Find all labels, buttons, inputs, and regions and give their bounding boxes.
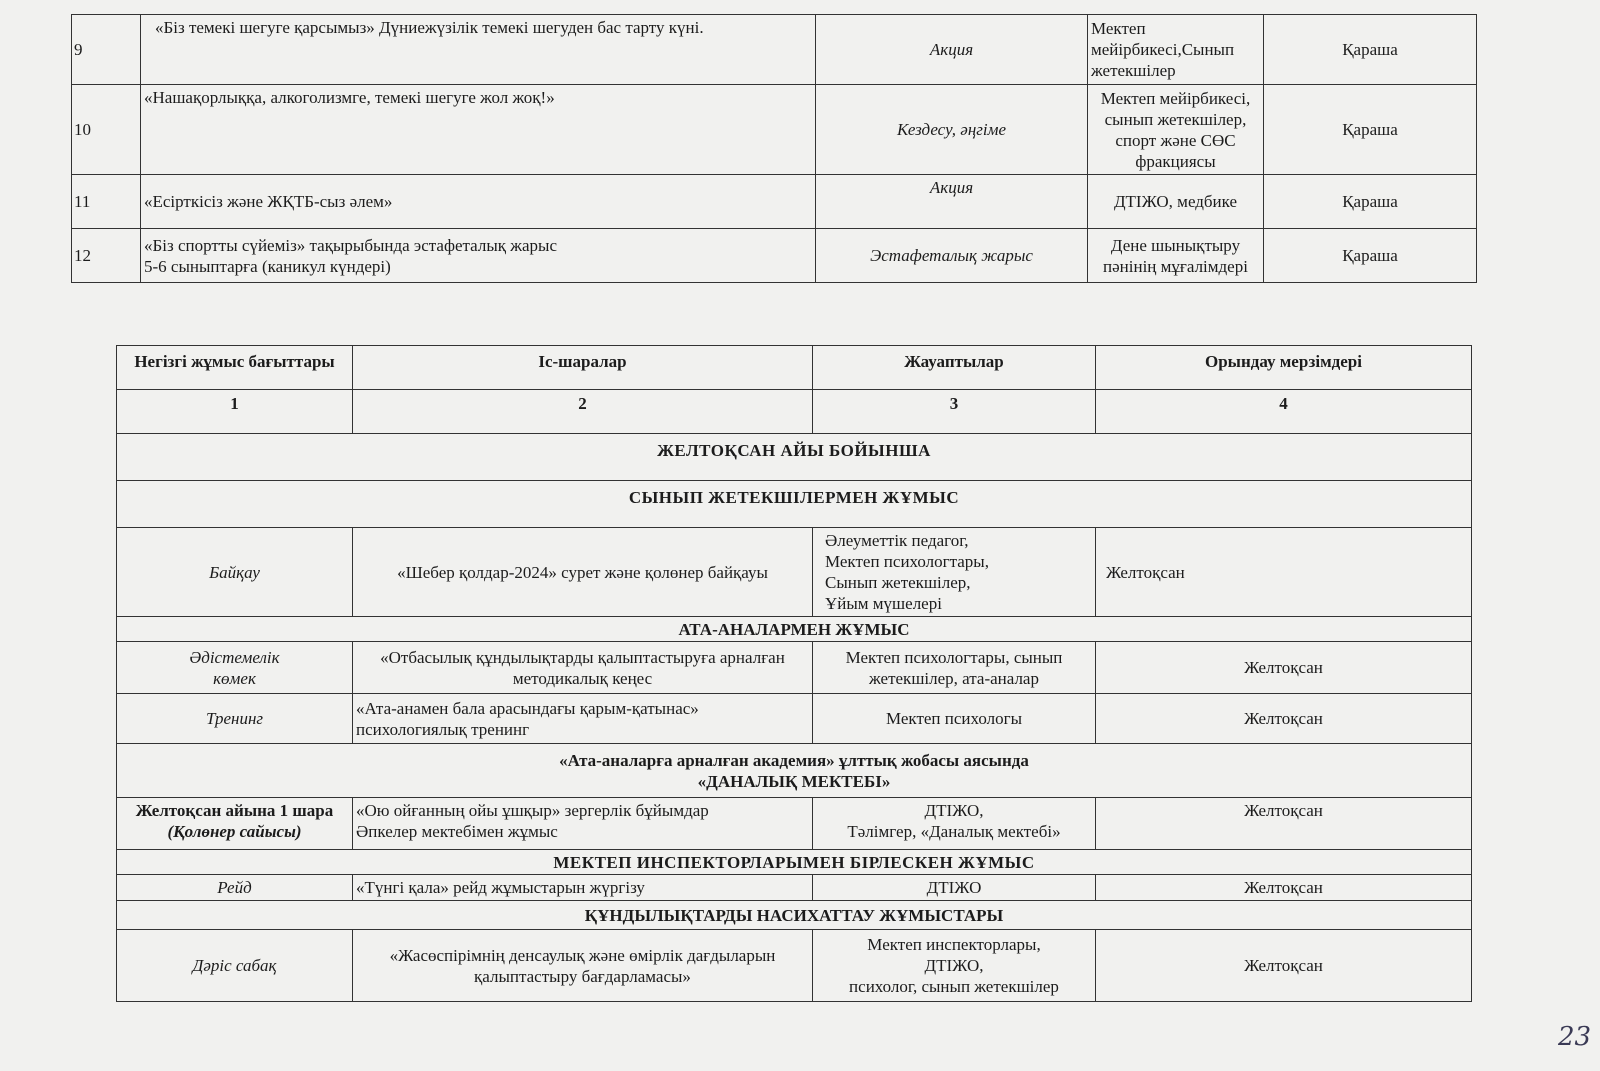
responsible-line: ДТІЖО,: [924, 801, 984, 820]
activity-cell: «Отбасылық құндылықтарды қалыптастыруға арналған методикалық кеңес: [353, 642, 813, 694]
form-cell: Акция: [816, 15, 1088, 85]
deadline-cell: Желтоқсан: [1096, 694, 1472, 744]
deadline-cell: Қараша: [1264, 175, 1477, 229]
activity-line: психологиялық тренинг: [356, 719, 530, 739]
activity-cell: [353, 798, 813, 850]
header-deadlines: Орындау мерзімдері: [1096, 346, 1472, 390]
table-row: [72, 85, 1477, 175]
activity-cell: «Түнгі қала» рейд жұмыстарын жүргізу: [353, 875, 813, 901]
activity-line: «Ою ойғанның ойы ұшқыр» зергерлік бұйымдар: [356, 801, 709, 820]
december-plan-table: [116, 345, 1472, 1002]
section-academy: [117, 744, 1472, 798]
column-number: 4: [1096, 390, 1472, 434]
row-number: 11: [72, 175, 141, 229]
responsible-cell: Мектеп мейірбикесі,Сынып жетекшілер: [1088, 15, 1264, 85]
section-row: [117, 744, 1472, 798]
deadline-cell: Желтоқсан: [1096, 798, 1472, 850]
column-number: 1: [117, 390, 353, 434]
section-class-teachers: СЫНЫП ЖЕТЕКШІЛЕРМЕН ЖҰМЫС: [117, 481, 1472, 528]
activity-line: «Ата-анамен бала арасындағы қарым-қатынас»: [356, 698, 699, 718]
activity-cell: «Жасөспірімнің денсаулық және өмірлік дағдыларын қалыптастыру бағдарламасы»: [353, 930, 813, 1002]
deadline-cell: Желтоқсан: [1096, 642, 1472, 694]
table-row: [117, 642, 1472, 694]
row-number: 9: [72, 15, 141, 85]
table-row: [72, 175, 1477, 229]
responsible-line: Сынып жетекшілер,: [825, 573, 971, 592]
deadline-cell: Қараша: [1264, 229, 1477, 283]
header-activities: Іс-шаралар: [353, 346, 813, 390]
deadline-cell: Қараша: [1264, 15, 1477, 85]
responsible-line: Әлеуметтік педагог,: [825, 531, 969, 550]
responsible-cell: Мектеп психологы: [813, 694, 1096, 744]
section-inspectors: МЕКТЕП ИНСПЕКТОРЛАРЫМЕН БІРЛЕСКЕН ЖҰМЫС: [117, 850, 1472, 875]
column-number: 3: [813, 390, 1096, 434]
direction-line: (Қолөнер сайысы): [167, 822, 302, 841]
form-cell: Акция: [816, 175, 1088, 229]
form-cell: Эстафеталық жарыс: [816, 229, 1088, 283]
responsible-cell: [813, 528, 1096, 617]
month-heading: ЖЕЛТОҚСАН АЙЫ БОЙЫНША: [117, 434, 1472, 481]
table-row: [117, 694, 1472, 744]
activity-line: «Біз спортты сүйеміз» тақырыбында эстафеталық жарыс: [144, 235, 558, 255]
table-row: [117, 528, 1472, 617]
section-academy-line: «Ата-аналарға арналған академия» ұлттық жобасы аясында: [559, 750, 1029, 770]
activity-cell: [353, 694, 813, 744]
activity-cell: «Шебер қолдар-2024» сурет және қолөнер байқауы: [353, 528, 813, 617]
header-directions: Негізгі жұмыс бағыттары: [117, 346, 353, 390]
previous-plan-table: [71, 14, 1477, 283]
responsible-cell: ДТІЖО, медбике: [1088, 175, 1264, 229]
responsible-line: Тәлімгер, «Даналық мектебі»: [847, 822, 1061, 841]
direction-cell: Тренинг: [117, 694, 353, 744]
deadline-cell: Желтоқсан: [1096, 930, 1472, 1002]
table-row: [72, 15, 1477, 85]
section-row: [117, 617, 1472, 642]
direction-cell: Рейд: [117, 875, 353, 901]
table-row: [72, 229, 1477, 283]
section-row: [117, 434, 1472, 481]
direction-cell: Байқау: [117, 528, 353, 617]
activity-cell: «Біз темекі шегуге қарсымыз» Дүниежүзілік темекі шегуден бас тарту күні.: [141, 15, 816, 85]
row-number: 10: [72, 85, 141, 175]
responsible-cell: Дене шынықтыру пәнінің мұғалімдері: [1088, 229, 1264, 283]
activity-line: 5-6 сыныптарға (каникул күндері): [144, 256, 391, 276]
direction-cell: Дәріс сабақ: [117, 930, 353, 1002]
responsible-cell: ДТІЖО: [813, 875, 1096, 901]
form-cell: Кездесу, әңгіме: [816, 85, 1088, 175]
responsible-line: ДТІЖО,: [924, 956, 984, 975]
table-row: [117, 930, 1472, 1002]
section-academy-line: «ДАНАЛЫҚ МЕКТЕБІ»: [697, 771, 891, 791]
direction-line: көмек: [213, 668, 256, 688]
page-number: 23: [1558, 1022, 1592, 1052]
activity-cell: «Нашақорлыққа, алкоголизмге, темекі шегуге жол жоқ!»: [141, 85, 816, 175]
section-parents: АТА-АНАЛАРМЕН ЖҰМЫС: [117, 617, 1472, 642]
section-values: ҚҰНДЫЛЫҚТАРДЫ НАСИХАТТАУ ЖҰМЫСТАРЫ: [117, 901, 1472, 930]
deadline-cell: Желтоқсан: [1096, 875, 1472, 901]
section-row: [117, 901, 1472, 930]
direction-line: Желтоқсан айына 1 шара: [135, 801, 334, 820]
column-number: 2: [353, 390, 813, 434]
direction-cell: [117, 798, 353, 850]
responsible-line: Мектеп психологтары,: [825, 552, 989, 571]
deadline-cell: Қараша: [1264, 85, 1477, 175]
responsible-line: Мектеп инспекторлары,: [867, 935, 1041, 954]
activity-cell: «Есірткісіз және ЖҚТБ-сыз әлем»: [141, 175, 816, 229]
header-responsible: Жауаптылар: [813, 346, 1096, 390]
activity-line: Әпкелер мектебімен жұмыс: [356, 822, 558, 841]
section-row: [117, 481, 1472, 528]
column-number-row: [117, 390, 1472, 434]
direction-cell: [117, 642, 353, 694]
responsible-cell: [813, 798, 1096, 850]
responsible-cell: Мектеп психологтары, сынып жетекшілер, ата-аналар: [813, 642, 1096, 694]
table-row: [117, 798, 1472, 850]
table-row: [117, 875, 1472, 901]
responsible-cell: [813, 930, 1096, 1002]
activity-cell: [141, 229, 816, 283]
responsible-cell: Мектеп мейірбикесі, сынып жетекшілер, спорт және СӨС фракциясы: [1088, 85, 1264, 175]
direction-line: Әдістемелік: [189, 647, 280, 667]
row-number: 12: [72, 229, 141, 283]
header-row: [117, 346, 1472, 390]
responsible-line: Ұйым мүшелері: [825, 594, 942, 613]
section-row: [117, 850, 1472, 875]
responsible-line: психолог, сынып жетекшілер: [849, 977, 1059, 996]
deadline-cell: Желтоқсан: [1096, 528, 1472, 617]
